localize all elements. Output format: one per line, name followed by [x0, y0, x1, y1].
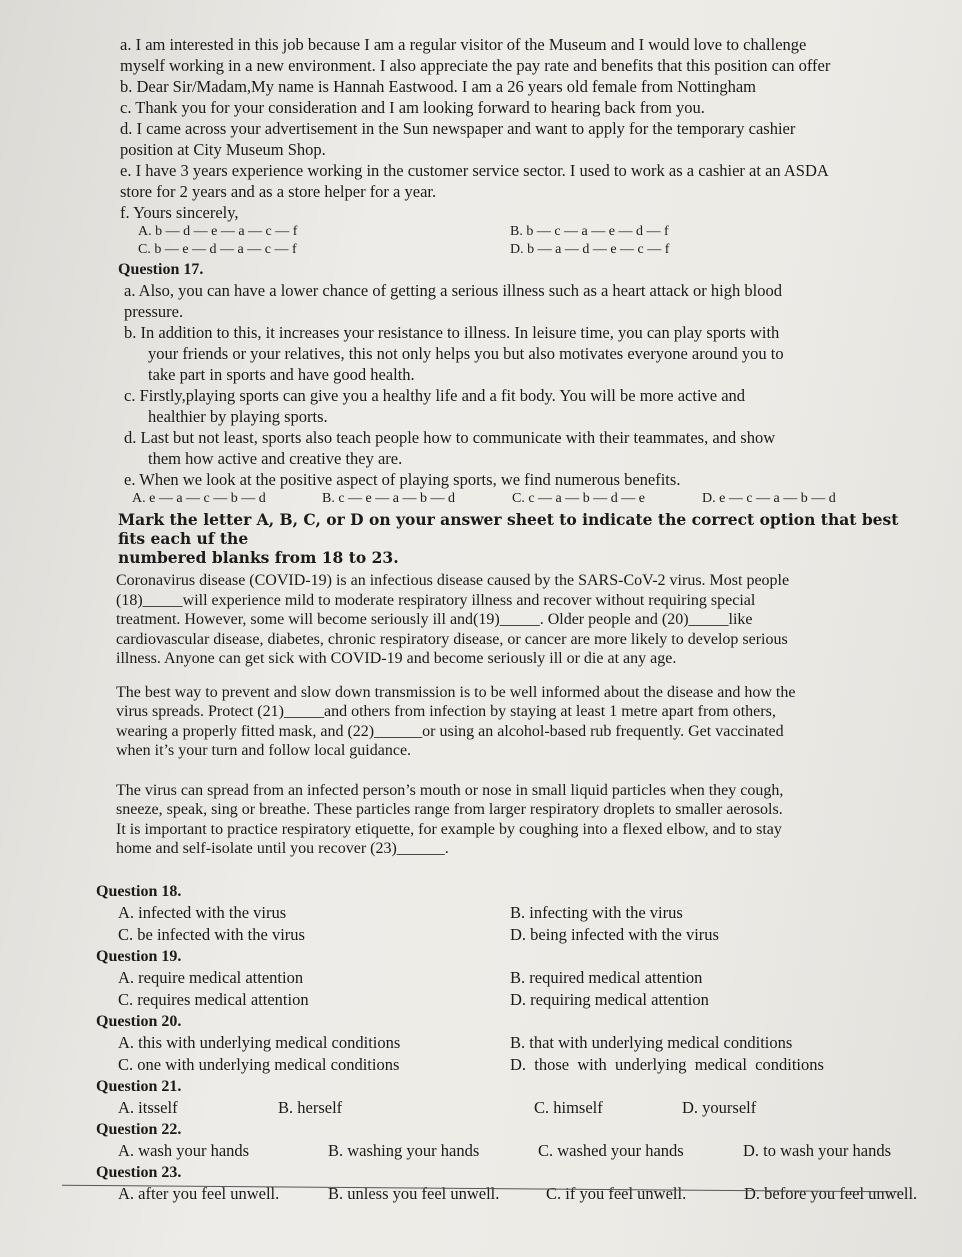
q22-option-a[interactable]: A. wash your hands: [118, 1140, 250, 1160]
passage-line: virus spreads. Protect (21)_____and others from infection by staying at least 1 metre apart from others,: [116, 703, 776, 720]
q22-option-d[interactable]: D. to wash your hands: [743, 1140, 892, 1160]
instruction-line: numbered blanks from 18 to 23.: [118, 548, 399, 567]
q22-option-b[interactable]: B. washing your hands: [328, 1140, 480, 1160]
q18-option-d[interactable]: D. being infected with the virus: [510, 924, 719, 944]
q21-title: Question 21.: [96, 1077, 182, 1095]
q20-option-b[interactable]: B. that with underlying medical conditions: [510, 1032, 793, 1052]
q16-sentence: e. I have 3 years experience working in the customer service sector. I used to work as a cashier at an ASDA: [120, 161, 829, 180]
instruction-line: Mark the letter A, B, C, or D on your answer sheet to indicate the correct option that best fits each uf the: [118, 510, 899, 548]
q17-sentence: c. Firstly,playing sports can give you a healthy life and a fit body. You will be more active and: [124, 386, 746, 405]
q23-option-a[interactable]: A. after you feel unwell.: [118, 1183, 280, 1203]
q17-sentence: pressure.: [124, 302, 184, 321]
q17-option-b[interactable]: B. c — e — a — b — d: [322, 491, 455, 506]
q17-sentence: your friends or your relatives, this not only helps you but also motivates everyone around you to: [148, 344, 784, 363]
passage-line: cardiovascular disease, diabetes, chronic respiratory disease, or cancer are more likely to develop serious: [116, 630, 788, 648]
q21-option-c[interactable]: C. himself: [534, 1097, 603, 1117]
q17-sentence: healthier by playing sports.: [148, 407, 328, 426]
passage-line: when it’s your turn and follow local guidance.: [116, 742, 412, 759]
passage-line: sneeze, speak, sing or breathe. These particles range from larger respiratory droplets to smaller aerosols.: [116, 801, 783, 818]
q18-option-c[interactable]: C. be infected with the virus: [118, 924, 305, 944]
q23-option-b[interactable]: B. unless you feel unwell.: [328, 1183, 500, 1203]
q20-option-c[interactable]: C. one with underlying medical conditions: [118, 1054, 400, 1074]
passage-line: home and self-isolate until you recover (23)______.: [116, 840, 449, 857]
passage: [116, 571, 856, 859]
q18-option-b[interactable]: B. infecting with the virus: [510, 902, 683, 922]
q17-option-d[interactable]: D. e — c — a — b — d: [702, 491, 836, 506]
q19-option-d[interactable]: D. requiring medical attention: [510, 989, 709, 1009]
q16-sentence: d. I came across your advertisement in the Sun newspaper and want to apply for the temporary cashier: [120, 119, 796, 138]
q17-sentence: e. When we look at the positive aspect of playing sports, we find numerous benefits.: [124, 470, 681, 489]
q16-option-a[interactable]: A. b — d — e — a — c — f: [138, 224, 298, 239]
q19-title: Question 19.: [96, 947, 182, 965]
q16-option-b[interactable]: B. b — c — a — e — d — f: [510, 224, 669, 239]
passage-line: Coronavirus disease (COVID-19) is an infectious disease caused by the SARS-CoV-2 virus. Most people: [116, 572, 790, 589]
q16-sentence: c. Thank you for your consideration and I am looking forward to hearing back from you.: [120, 98, 705, 117]
q16-sentence: b. Dear Sir/Madam,My name is Hannah Eastwood. I am a 26 years old female from Nottingham: [120, 77, 756, 96]
q16-sentence: myself working in a new environment. I also appreciate the pay rate and benefits that this position can offer: [120, 56, 831, 75]
q18-option-a[interactable]: A. infected with the virus: [118, 902, 287, 922]
q22-option-c[interactable]: C. washed your hands: [538, 1140, 684, 1160]
q22-title: Question 22.: [96, 1120, 182, 1138]
q19-option-b[interactable]: B. required medical attention: [510, 967, 703, 987]
passage-line: illness. Anyone can get sick with COVID-19 and become seriously ill or die at any age.: [116, 650, 677, 667]
q16-option-d[interactable]: D. b — a — d — e — c — f: [510, 242, 670, 257]
q16-block: [120, 34, 922, 259]
q16-sentence: position at City Museum Shop.: [120, 140, 326, 159]
q17-sentence: b. In addition to this, it increases your resistance to illness. In leisure time, you can play sports with: [124, 323, 780, 342]
q16-option-c[interactable]: C. b — e — d — a — c — f: [138, 242, 297, 257]
q17-sentence: d. Last but not least, sports also teach people how to communicate with their teammates, and show: [124, 428, 776, 447]
passage-line: The best way to prevent and slow down transmission is to be well informed about the disease and how the: [116, 683, 796, 701]
instruction-block: [118, 510, 922, 567]
q16-sentence: f. Yours sincerely,: [120, 203, 239, 222]
q20-title: Question 20.: [96, 1012, 182, 1030]
q18-title: Question 18.: [96, 882, 182, 900]
passage-line: The virus can spread from an infected person’s mouth or nose in small liquid particles when they cough,: [116, 781, 784, 799]
q16-sentence: store for 2 years and as a store helper for a year.: [120, 182, 437, 201]
questions-18-23: [96, 881, 922, 1205]
q23-option-d[interactable]: D. before you feel unwell.: [744, 1183, 918, 1203]
q20-option-d[interactable]: D. those with underlying medical conditions: [510, 1054, 824, 1074]
q17-sentence: them how active and creative they are.: [148, 449, 403, 468]
q17-option-a[interactable]: A. e — a — c — b — d: [132, 491, 266, 506]
q21-option-d[interactable]: D. yourself: [682, 1097, 757, 1117]
q23-title: Question 23.: [96, 1163, 182, 1181]
q16-sentence: a. I am interested in this job because I am a regular visitor of the Museum and I would love to challenge: [120, 35, 807, 54]
q17-block: [118, 259, 922, 508]
q17-sentence: a. Also, you can have a lower chance of getting a serious illness such as a heart attack or high blood: [124, 281, 782, 300]
q19-option-c[interactable]: C. requires medical attention: [118, 989, 309, 1009]
q17-sentence: take part in sports and have good health.: [148, 365, 415, 384]
passage-line: It is important to practice respiratory etiquette, for example by coughing into a flexed elbow, and to stay: [116, 820, 782, 838]
q21-option-b[interactable]: B. herself: [278, 1097, 343, 1117]
q17-option-c[interactable]: C. c — a — b — d — e: [512, 491, 645, 506]
q20-option-a[interactable]: A. this with underlying medical conditions: [118, 1032, 401, 1052]
passage-line: treatment. However, some will become seriously ill and(19)_____. Older people and (20)_____like: [116, 611, 753, 628]
passage-line: (18)_____will experience mild to moderate respiratory illness and recover without requiring special: [116, 591, 756, 609]
q17-title: Question 17.: [118, 261, 204, 278]
passage-line: wearing a properly fitted mask, and (22)______or using an alcohol-based rub frequently. Get vaccinated: [116, 722, 784, 740]
q19-option-a[interactable]: A. require medical attention: [118, 967, 304, 987]
q23-option-c[interactable]: C. if you feel unwell.: [546, 1183, 687, 1203]
q21-option-a[interactable]: A. itsself: [118, 1097, 178, 1117]
